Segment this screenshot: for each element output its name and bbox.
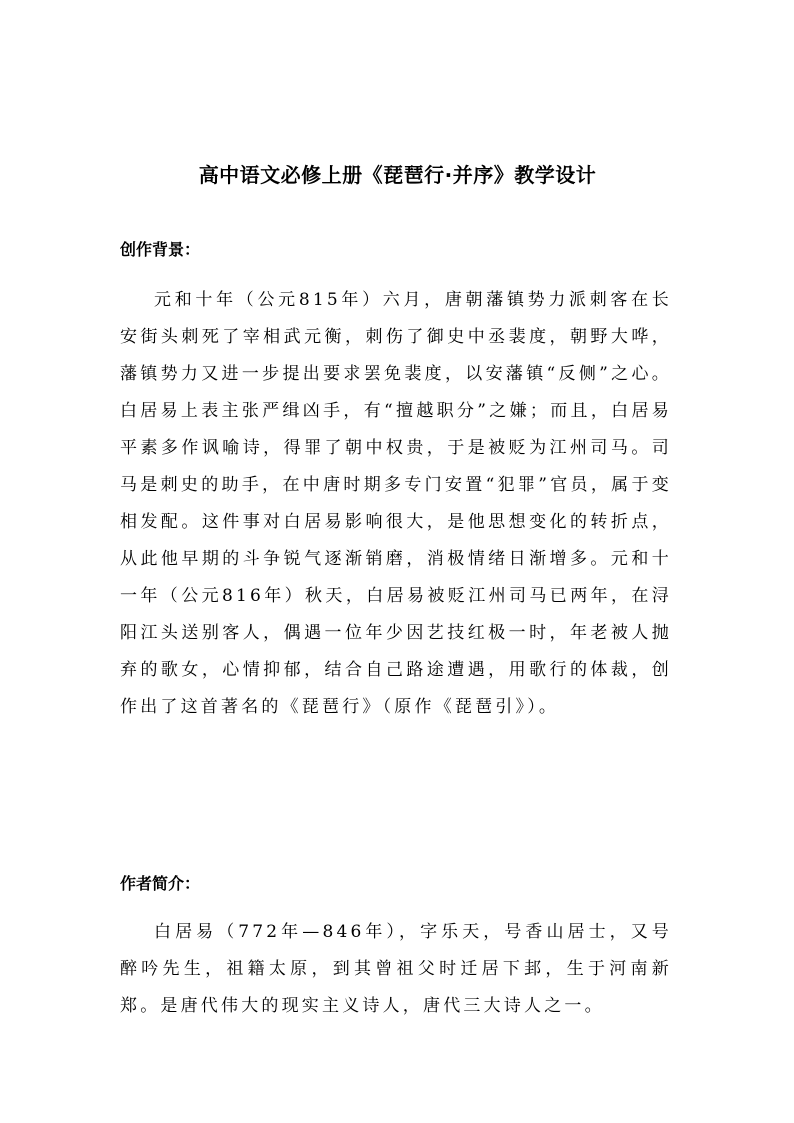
section-body-author: 白居易（772年—846年），字乐天，号香山居士，又号醉吟先生，祖籍太原，到其曾祖父时迁居下邽，生于河南新郑。是唐代伟大的现实主义诗人，唐代三大诗人之一。 <box>120 922 672 1016</box>
document-title: 高中语文必修上册《琵琶行·并序》教学设计 <box>198 163 597 187</box>
section-body-background: 元和十年（公元815年）六月，唐朝藩镇势力派刺客在长安街头刺死了宰相武元衡，刺伤了御史中丞裴度，朝野大哗，藩镇势力又进一步提出要求罢免裴度，以安藩镇“反侧”之心。白居易上表主张严缉凶手，有“擅越职分”之嫌；而且，白居易平素多作讽喻诗，得罪了朝中权贵，于是被贬为江州司马。司马是刺史的助手，在中唐时期多专门安置“犯罪”官员，属于变相发配。这件事对白居易影响很大，是他思想变化的转折点，从此他早期的斗争锐气逐渐销磨，消极情绪日渐增多。元和十一年（公元816年）秋天，白居易被贬江州司马已两年，在浔阳江头送别客人，偶遇一位年少因艺技红极一时，年老被人抛弃的歌女，心情抑郁，结合自己路途遭遇，用歌行的体裁，创作出了这首著名的《琵琶行》（原作《琵琶引》）。 <box>120 290 672 717</box>
section-heading-background: 创作背景： <box>120 240 201 259</box>
section-heading-author: 作者简介： <box>120 874 201 893</box>
